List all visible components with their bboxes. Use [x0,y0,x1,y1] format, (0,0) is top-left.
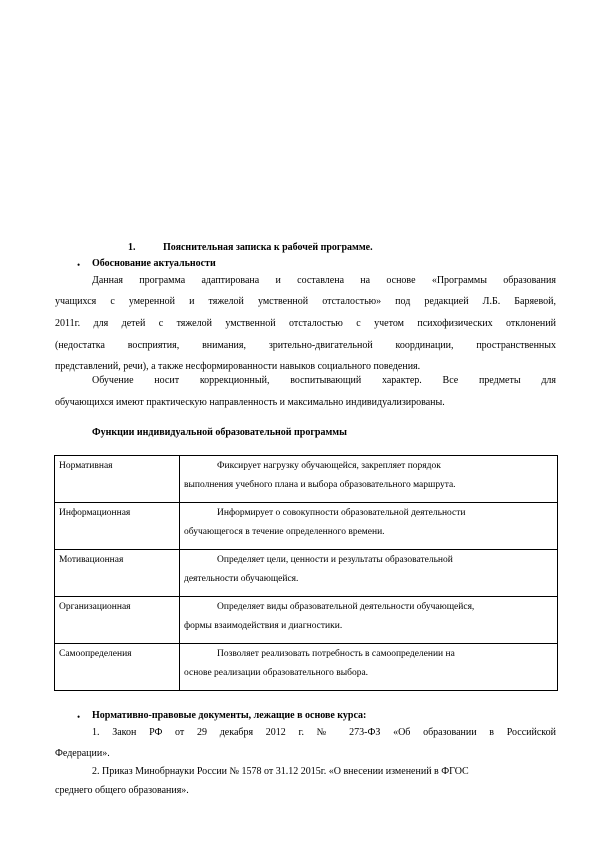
paragraph-line: Данная программа адаптирована и составлена на основе «Программы образования [92,275,556,286]
section-title-documents: Нормативно-правовые документы, лежащие в основе курса: [92,710,367,721]
function-name: Информационная [55,503,180,550]
function-description-line: обучающегося в течение определенного времени. [184,527,385,537]
paragraph-line: представлений, речи), а также несформированности навыков социального поведения. [55,361,421,372]
function-description-line: выполнения учебного плана и выбора образовательного маршрута. [184,480,456,490]
functions-title: Функции индивидуальной образовательной программы [92,427,347,438]
bullet-icon: • [77,712,81,722]
function-description [180,456,558,503]
function-name: Мотивационная [55,550,180,597]
paragraph-line: учащихся с умеренной и тяжелой умственной отсталостью» под редакцией Л.Б. Баряевой, [55,296,556,307]
function-description-line: формы взаимодействия и диагностики. [184,621,343,631]
section-title-relevance: Обоснование актуальности [92,258,216,269]
function-description-line: Позволяет реализовать потребность в самоопределении на [217,649,455,659]
function-name: Нормативная [55,456,180,503]
table-row [55,644,558,691]
bullet-icon: • [77,260,81,270]
table-row [55,456,558,503]
document-item: среднего общего образования». [55,785,189,796]
function-description-line: Информирует о совокупности образовательной деятельности [217,508,466,518]
page-title: Пояснительная записка к рабочей программе. [163,242,373,253]
document-item: Федерации». [55,748,110,759]
paragraph-line: обучающихся имеют практическую направленность и максимально индивидуализированы. [55,397,445,408]
table-row [55,503,558,550]
function-description [180,597,558,644]
function-description-line: Определяет виды образовательной деятельности обучающейся, [217,602,475,612]
document-item: 2. Приказ Минобрнауки России № 1578 от 31.12 2015г. «О внесении изменений в ФГОС [92,766,469,777]
function-description [180,644,558,691]
function-description-line: Определяет цели, ценности и результаты образовательной [217,555,453,565]
paragraph-line: 2011г. для детей с тяжелой умственной отсталостью с учетом психофизических отклонений [55,318,556,329]
function-description [180,503,558,550]
function-name: Организационная [55,597,180,644]
function-description-line: основе реализации образовательного выбора. [184,668,369,678]
function-name: Самоопределения [55,644,180,691]
function-description-line: деятельности обучающейся. [184,574,299,584]
heading-number: 1. [128,242,136,253]
document-item: 1. Закон РФ от 29 декабря 2012 г. № 273-ФЗ «Об образовании в Российской [92,727,556,738]
function-description-line: Фиксирует нагрузку обучающейся, закрепляет порядок [217,461,441,471]
paragraph-line: (недостатка восприятия, внимания, зрительно-двигательной координации, пространственных [55,340,556,351]
functions-table [54,455,558,691]
table-row [55,550,558,597]
paragraph-line: Обучение носит коррекционный, воспитывающий характер. Все предметы для [92,375,556,386]
function-description [180,550,558,597]
table-row [55,597,558,644]
